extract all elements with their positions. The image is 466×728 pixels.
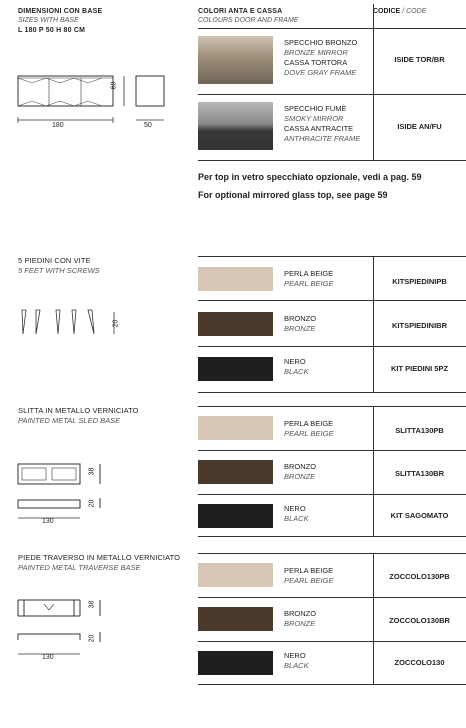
divider <box>198 392 466 393</box>
finish-code: ISIDE TOR/BR <box>394 55 445 64</box>
product-code: KITSPIEDINIPB <box>392 277 447 286</box>
finish-label <box>284 462 316 482</box>
divider <box>198 536 466 537</box>
color-name: BRONZO <box>284 609 317 618</box>
bronze-swatch <box>198 312 273 336</box>
pearl-beige-swatch <box>198 267 273 291</box>
frame-name-en: DOVE GRAY FRAME <box>284 68 357 77</box>
sled-title: SLITTA IN METALLO VERNICIATO <box>18 406 139 415</box>
color-name: BRONZO <box>284 314 317 323</box>
divider <box>198 684 466 685</box>
note-italian: Per top in vetro specchiato opzionale, vedi a pag. 59 <box>198 172 422 182</box>
traverse-drawing <box>14 594 114 666</box>
divider <box>198 346 466 347</box>
finish-label <box>284 419 333 439</box>
product-code: ZOCCOLO130BR <box>389 616 450 625</box>
divider <box>198 641 466 642</box>
bronze-mirror-swatch <box>198 36 273 84</box>
frame-name: CASSA ANTRACITE <box>284 124 354 133</box>
divider <box>198 553 466 554</box>
divider <box>198 406 466 407</box>
dim-sled-width: 130 <box>42 518 54 525</box>
color-name-en: PEARL BEIGE <box>284 429 334 438</box>
sled-subtitle: PAINTED METAL SLED BASE <box>18 416 121 425</box>
finish-name: SPECCHIO BRONZO <box>284 38 358 47</box>
dimensions-subtitle: SIZES WITH BASE <box>18 17 79 24</box>
pearl-beige-swatch <box>198 563 273 587</box>
finish-label <box>284 104 360 144</box>
finish-label <box>284 269 333 289</box>
finish-name-en: SMOKY MIRROR <box>284 114 344 123</box>
pearl-beige-swatch <box>198 416 273 440</box>
sled-drawing <box>14 460 114 530</box>
color-name-en: BLACK <box>284 661 309 670</box>
color-name-en: BRONZE <box>284 472 316 481</box>
product-code: KITSPIEDINIBR <box>391 321 447 330</box>
dim-traverse-height: 38 <box>88 600 96 609</box>
divider <box>198 256 466 257</box>
color-name: BRONZO <box>284 462 317 471</box>
finish-label <box>284 651 309 671</box>
dim-sled-height: 38 <box>88 467 96 476</box>
bronze-swatch <box>198 460 273 484</box>
finish-label <box>284 609 316 629</box>
finish-label <box>284 314 316 334</box>
product-code: KIT SAGOMATO <box>390 511 449 520</box>
divider <box>198 494 466 495</box>
divider <box>198 450 466 451</box>
note-english: For optional mirrored glass top, see page 59 <box>198 190 388 200</box>
divider <box>198 160 466 161</box>
finish-label <box>284 357 309 377</box>
color-name: PERLA BEIGE <box>284 566 334 575</box>
code-title: CODICE <box>373 8 401 15</box>
color-name: PERLA BEIGE <box>284 269 334 278</box>
product-code: SLITTA130BR <box>394 469 445 478</box>
colors-title: COLORI ANTA E CASSA <box>198 8 283 15</box>
frame-name-en: ANTHRACITE FRAME <box>284 134 361 143</box>
divider <box>198 597 466 598</box>
dimensions-title: DIMENSIONI CON BASE <box>18 8 103 15</box>
color-name: NERO <box>284 357 306 366</box>
dimensions-size: L 180 P 50 H 80 CM <box>18 27 86 34</box>
color-name: NERO <box>284 504 306 513</box>
divider <box>198 300 466 301</box>
finish-label <box>284 566 333 586</box>
code-subtitle: / CODE <box>402 8 427 15</box>
dim-traverse-width: 130 <box>42 654 54 661</box>
black-swatch <box>198 651 273 675</box>
finish-code: ISIDE AN/FU <box>397 122 442 131</box>
smoky-mirror-swatch <box>198 102 273 150</box>
color-name-en: BRONZE <box>284 324 316 333</box>
dim-traverse-height-2: 20 <box>88 634 96 643</box>
feet-title: 5 PIEDINI CON VITE <box>18 256 91 265</box>
feet-drawing <box>14 308 124 344</box>
divider <box>198 94 466 95</box>
black-swatch <box>198 504 273 528</box>
dim-feet-height: 20 <box>112 319 120 328</box>
colors-subtitle: COLOURS DOOR AND FRAME <box>198 17 299 24</box>
traverse-title: PIEDE TRAVERSO IN METALLO VERNICIATO <box>18 553 181 562</box>
traverse-subtitle: PAINTED METAL TRAVERSE BASE <box>18 563 141 572</box>
color-name-en: BLACK <box>284 367 309 376</box>
product-code: KIT PIEDINI 5PZ <box>390 364 449 373</box>
feet-subtitle: 5 FEET WITH SCREWS <box>18 266 100 275</box>
product-code: ZOCCOLO130 <box>394 658 445 667</box>
color-name: PERLA BEIGE <box>284 419 334 428</box>
color-name-en: PEARL BEIGE <box>284 576 334 585</box>
finish-name-en: BRONZE MIRROR <box>284 48 348 57</box>
finish-label <box>284 38 357 78</box>
dim-width: 180 <box>52 122 64 129</box>
finish-name: SPECCHIO FUMÈ <box>284 104 347 113</box>
product-code: ZOCCOLO130PB <box>389 572 450 581</box>
color-name-en: BRONZE <box>284 619 316 628</box>
color-name-en: BLACK <box>284 514 309 523</box>
finish-label <box>284 504 309 524</box>
bronze-swatch <box>198 607 273 631</box>
dim-sled-height-2: 20 <box>88 499 96 508</box>
product-code: SLITTA130PB <box>395 426 444 435</box>
code-header <box>373 8 426 15</box>
dim-height: 60 <box>110 81 118 90</box>
color-name: NERO <box>284 651 306 660</box>
dim-depth: 50 <box>144 122 152 129</box>
divider <box>198 28 466 29</box>
color-name-en: PEARL BEIGE <box>284 279 334 288</box>
black-swatch <box>198 357 273 381</box>
frame-name: CASSA TORTORA <box>284 58 348 67</box>
